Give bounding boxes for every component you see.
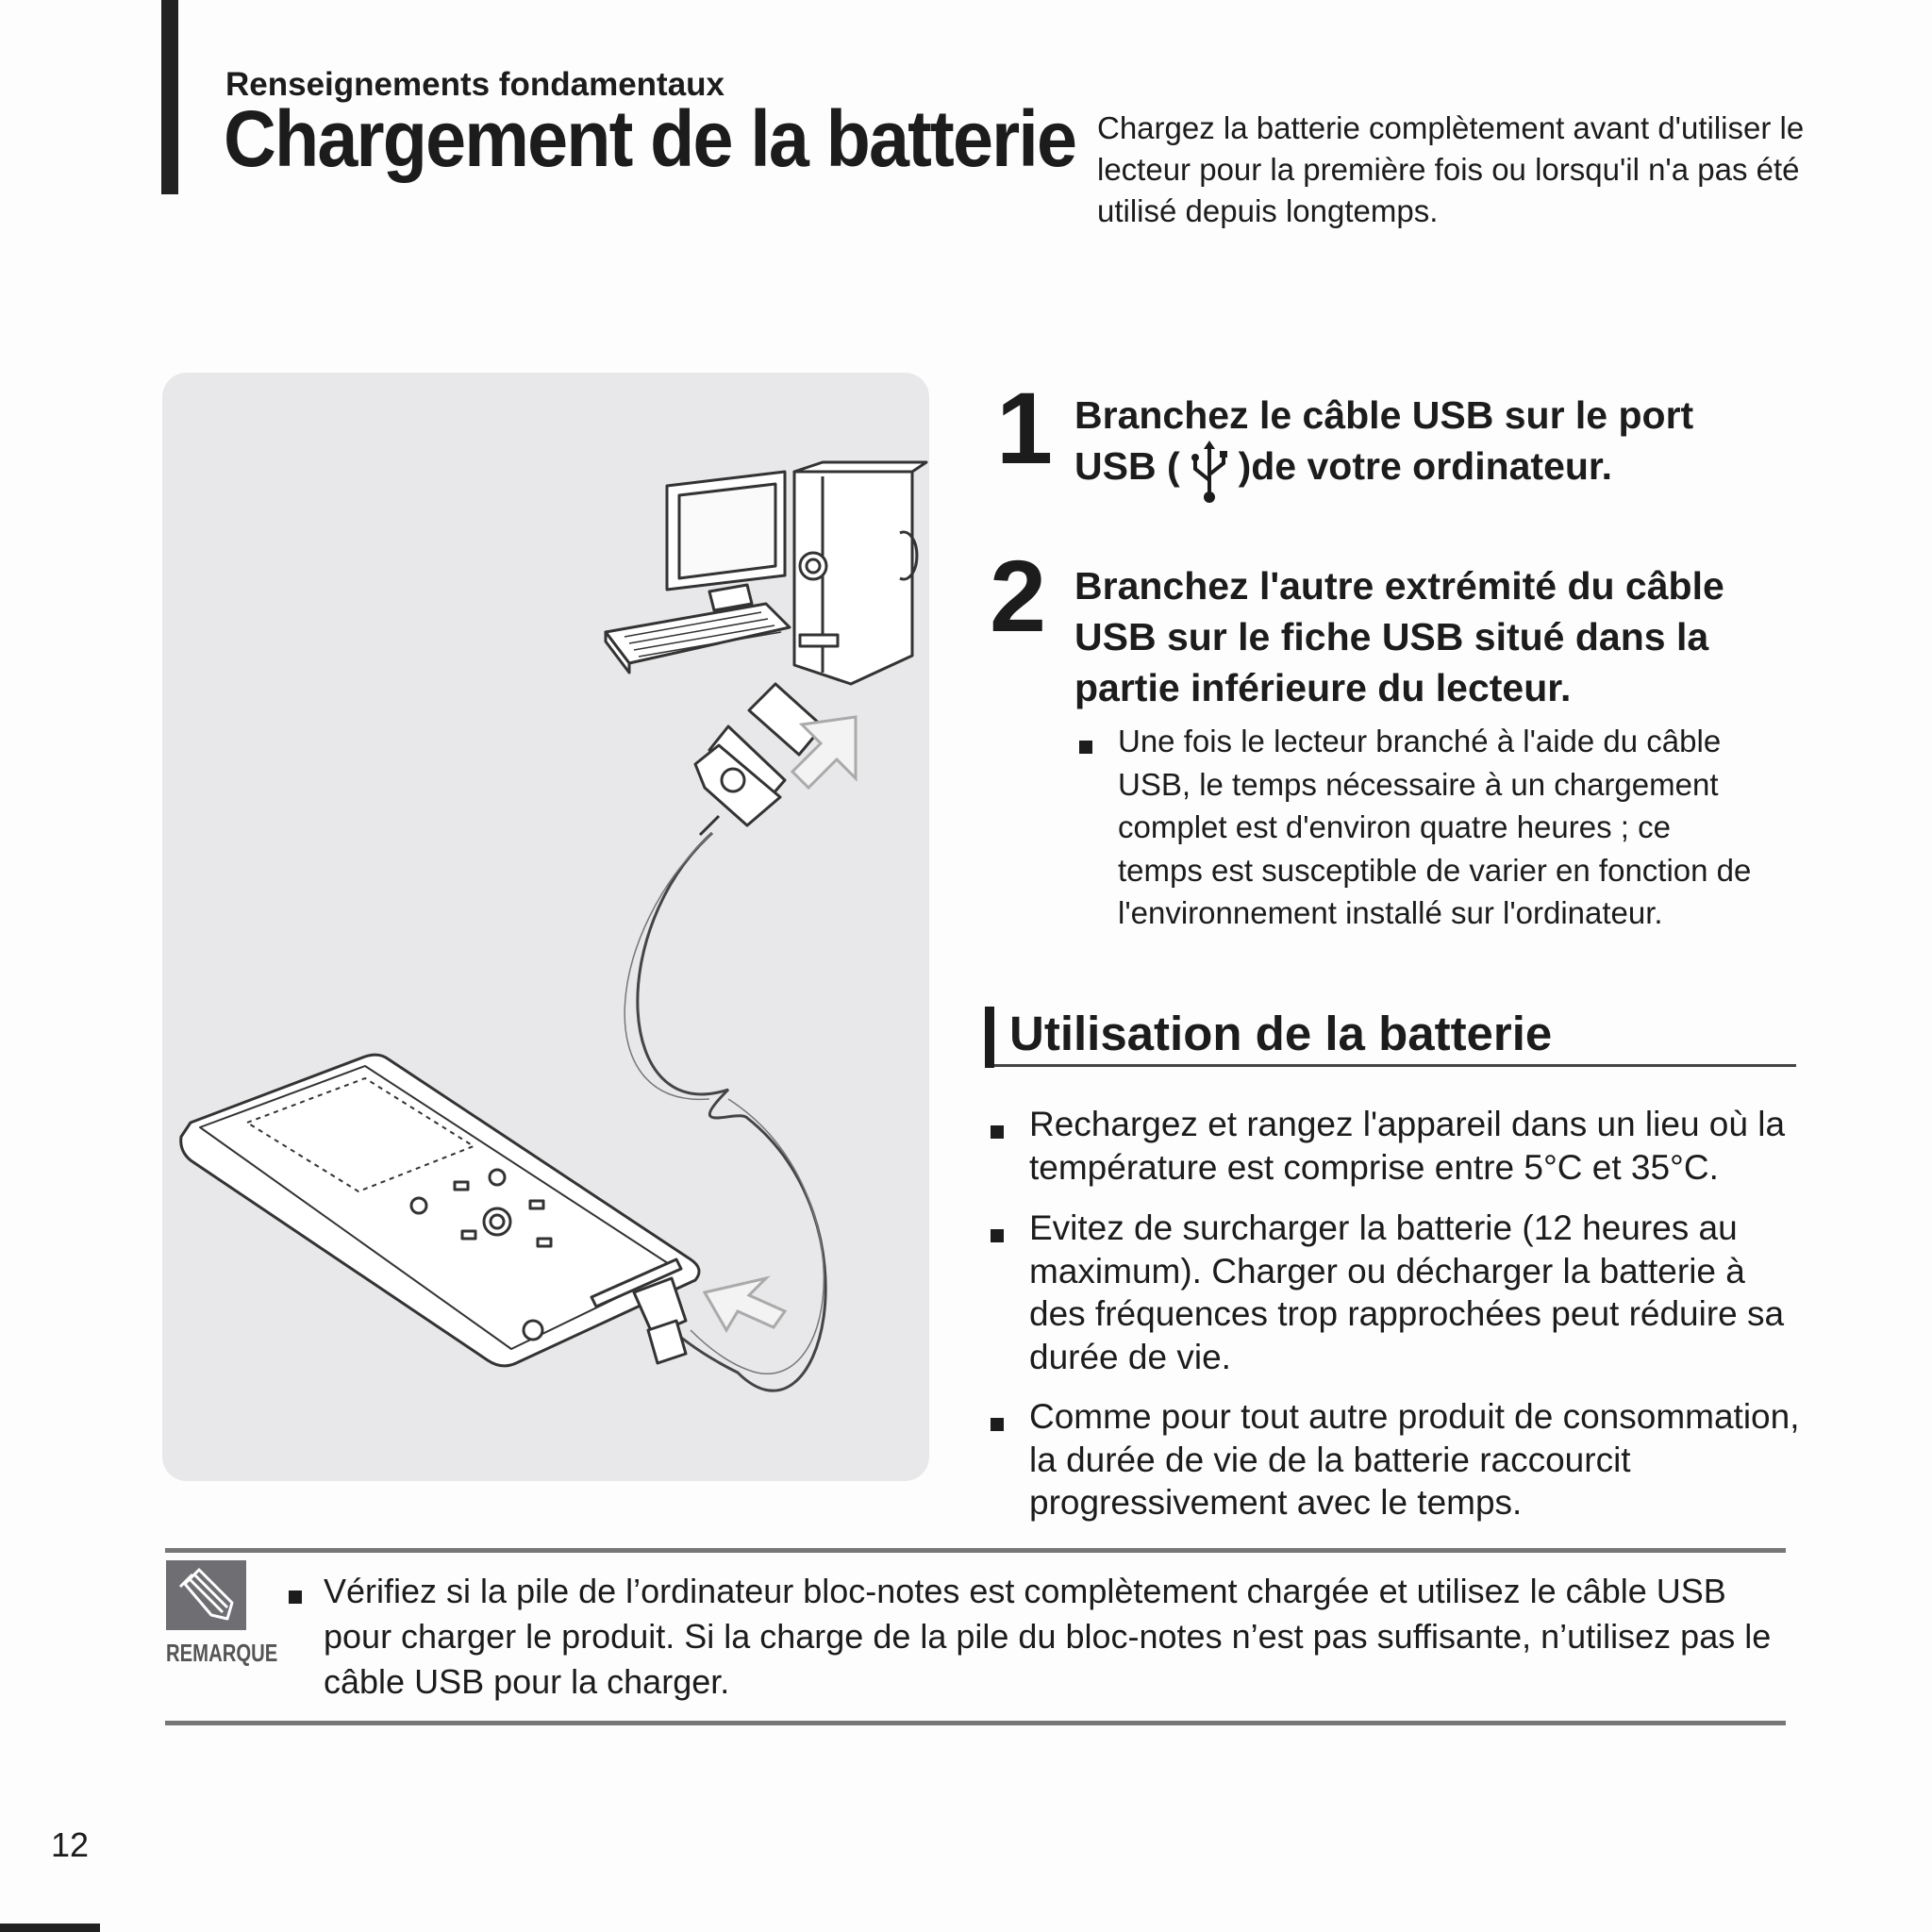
- note-line: pour charger le produit. Si la charge de la pile du bloc-notes n’est pas suffisante, n’utilisez pas le: [324, 1617, 1772, 1656]
- note-bottom-rule: [165, 1721, 1786, 1725]
- note-line: câble USB pour la charger.: [324, 1662, 730, 1701]
- note-top-rule: [165, 1548, 1786, 1553]
- charging-illustration: [162, 373, 929, 1481]
- mp3-player-icon: [181, 1055, 699, 1366]
- step-number: 2: [990, 539, 1047, 653]
- list-item-line: Rechargez et rangez l'appareil dans un lieu où la: [1029, 1105, 1786, 1143]
- section-marker-bar: [161, 0, 178, 194]
- arrow-icon: [705, 1278, 785, 1330]
- note-line: temps est susceptible de varier en fonction de: [1118, 852, 1752, 888]
- pencil-icon: [166, 1560, 246, 1630]
- step-2-note-text: [1118, 720, 1751, 935]
- step-2-text: [1074, 560, 1724, 713]
- list-item-line: progressivement avec le temps.: [1029, 1483, 1523, 1522]
- intro-line: lecteur pour la première fois ou lorsqu'il n'a pas été: [1097, 152, 1800, 187]
- list-item-line: durée de vie.: [1029, 1337, 1231, 1376]
- desktop-computer-icon: [606, 462, 926, 684]
- note-icon-box: [166, 1560, 246, 1630]
- list-item-line: température est comprise entre 5°C et 35°C.: [1029, 1147, 1719, 1187]
- note-line: Une fois le lecteur branché à l'aide du câble: [1118, 724, 1722, 758]
- note-line: complet est d'environ quatre heures ; ce: [1118, 809, 1671, 844]
- section-marker-bar: [985, 1007, 994, 1068]
- connector-icon: [634, 1278, 686, 1363]
- section-label: Renseignements fondamentaux: [225, 66, 724, 103]
- step-line: )de votre ordinateur.: [1238, 444, 1613, 488]
- page-number: 12: [51, 1825, 90, 1864]
- note-line: USB, le temps nécessaire à un chargement: [1118, 766, 1719, 802]
- list-item-line: Evitez de surcharger la batterie (12 heures au: [1029, 1208, 1738, 1247]
- note-content: [289, 1569, 1771, 1705]
- intro-line: utilisé depuis longtemps.: [1097, 193, 1439, 228]
- list-item: [991, 1103, 1785, 1189]
- list-item-line: des fréquences trop rapprochées peut réduire sa: [1029, 1294, 1785, 1333]
- bullet-icon: [991, 1125, 1004, 1139]
- intro-line: Chargez la batterie complètement avant d'utiliser le: [1097, 110, 1805, 145]
- illustration-panel: [162, 373, 929, 1481]
- list-item-line: la durée de vie de la batterie raccourcit: [1029, 1440, 1631, 1479]
- note-line: l'environnement installé sur l'ordinateur.: [1118, 895, 1663, 930]
- list-item-line: maximum). Charger ou décharger la batterie à: [1029, 1251, 1745, 1291]
- section-heading: Utilisation de la batterie: [1009, 1007, 1553, 1060]
- list-item-line: Comme pour tout autre produit de consommation,: [1029, 1397, 1800, 1436]
- page-number-bar: [0, 1924, 100, 1932]
- bullet-icon: [1079, 741, 1092, 754]
- page-title: Chargement de la batterie: [224, 94, 1076, 183]
- step-line: Branchez le câble USB sur le port: [1074, 393, 1694, 437]
- list-item: [991, 1395, 1799, 1524]
- bullet-icon: [991, 1418, 1004, 1431]
- note-line: Vérifiez si la pile de l’ordinateur bloc-notes est complètement chargée et utilisez le câble USB: [324, 1572, 1726, 1610]
- step-line: partie inférieure du lecteur.: [1074, 666, 1572, 709]
- step-line: USB sur le fiche USB situé dans la: [1074, 615, 1709, 658]
- intro-text: [1097, 108, 1852, 232]
- step-2-note: [1079, 720, 1751, 935]
- note-label: REMARQUE: [166, 1639, 278, 1667]
- list-item: [991, 1207, 1784, 1378]
- bullet-icon: [991, 1229, 1004, 1242]
- step-line: USB (: [1074, 444, 1180, 488]
- bullet-icon: [289, 1591, 302, 1604]
- usb-symbol-icon: [1186, 441, 1233, 491]
- step-line: Branchez l'autre extrémité du câble: [1074, 564, 1724, 608]
- step-1-text: [1074, 390, 1693, 491]
- step-number: 1: [996, 371, 1054, 485]
- heading-underline: [994, 1064, 1796, 1067]
